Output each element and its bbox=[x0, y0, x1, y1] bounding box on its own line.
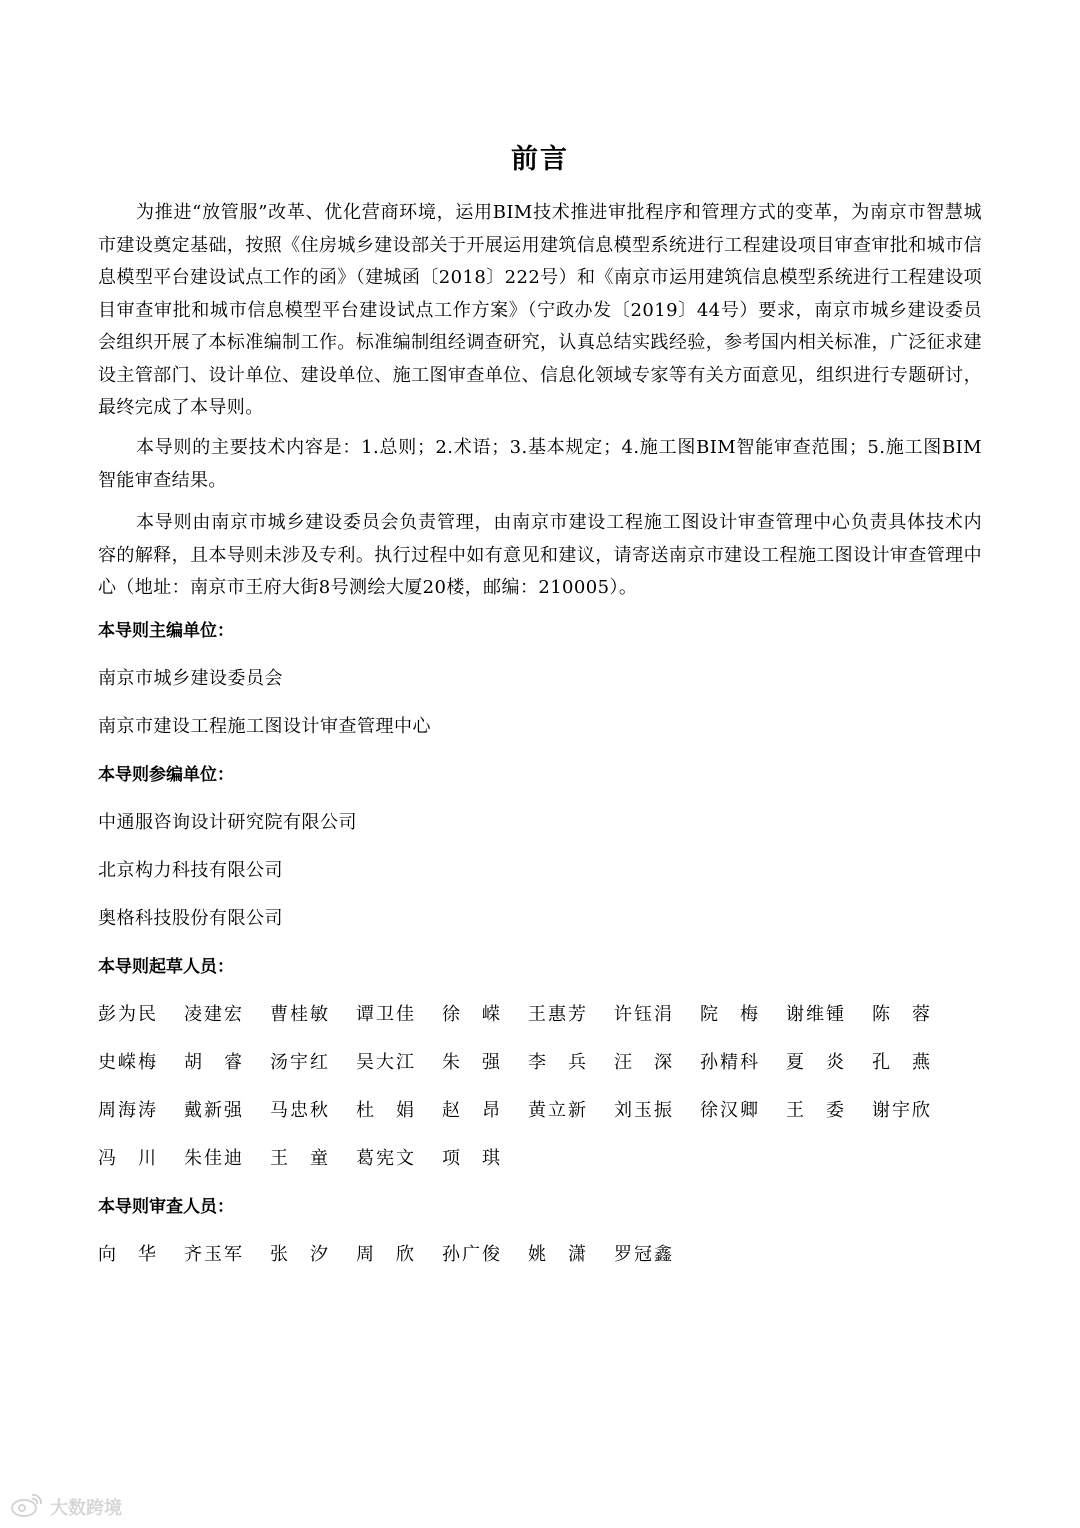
weibo-logo-icon bbox=[10, 1492, 44, 1522]
person-name: 曹桂敏 bbox=[270, 1004, 328, 1025]
chief-unit-item: 南京市建设工程施工图设计审查管理中心 bbox=[98, 716, 431, 737]
person-name: 罗冠鑫 bbox=[614, 1244, 672, 1265]
person-name: 孙广俊 bbox=[442, 1244, 500, 1265]
person-name: 陈蓉 bbox=[872, 1004, 930, 1025]
person-name: 刘玉振 bbox=[614, 1100, 672, 1121]
person-name: 葛宪文 bbox=[356, 1148, 414, 1169]
person-name: 李兵 bbox=[528, 1052, 586, 1073]
person-name: 胡睿 bbox=[184, 1052, 242, 1073]
participating-unit-item: 奥格科技股份有限公司 bbox=[98, 908, 283, 929]
person-name: 孔燕 bbox=[872, 1052, 930, 1073]
person-name: 徐汉卿 bbox=[700, 1100, 758, 1121]
chief-units-heading: 本导则主编单位： bbox=[98, 621, 234, 641]
person-name: 汤宇红 bbox=[270, 1052, 328, 1073]
person-name: 汪深 bbox=[614, 1052, 672, 1073]
person-name: 朱佳迪 bbox=[184, 1148, 242, 1169]
drafters-row bbox=[98, 1145, 998, 1173]
person-name: 徐嵘 bbox=[442, 1004, 500, 1025]
person-name: 史嵘梅 bbox=[98, 1052, 156, 1073]
person-name: 项琪 bbox=[442, 1148, 500, 1169]
chief-unit-item: 南京市城乡建设委员会 bbox=[98, 668, 283, 689]
intro-paragraph: 为推进“放管服”改革、优化营商环境，运用BIM技术推进审批程序和管理方式的变革，为南京市智慧城市建设奠定基础，按照《住房城乡建设部关于开展运用建筑信息模型系统进行工程建设项目审查审批和城市信息模型平台建设试点工作的函》（建城函〔2018〕222号）和《南京市运用建筑信息模型系统进行工程建设项目审查审批和城市信息模型平台建设试点工作方案》（宁政办发〔2019〕44号）要求，南京市城乡建设委员会组织开展了本标准编制工作。标准编制组经调查研究，认真总结实践经验，参考国内相关标准，广泛征求建设主管部门、设计单位、建设单位、施工图审查单位、信息化领域专家等有关方面意见，组织进行专题研讨，最终完成了本导则。 bbox=[98, 202, 982, 418]
technical-content-paragraph: 本导则的主要技术内容是：1.总则；2.术语；3.基本规定；4.施工图BIM智能审查范围；5.施工图BIM智能审查结果。 bbox=[98, 437, 982, 491]
person-name: 王委 bbox=[786, 1100, 844, 1121]
participating-units-heading: 本导则参编单位： bbox=[98, 765, 234, 785]
person-name: 凌建宏 bbox=[184, 1004, 242, 1025]
drafters-row bbox=[98, 1001, 998, 1029]
person-name: 许钰涓 bbox=[614, 1004, 672, 1025]
reviewers-heading: 本导则审查人员： bbox=[98, 1197, 234, 1217]
person-name: 谢维锺 bbox=[786, 1004, 844, 1025]
person-name: 张汐 bbox=[270, 1244, 328, 1265]
reviewers-row bbox=[98, 1241, 998, 1269]
person-name: 向华 bbox=[98, 1244, 156, 1265]
person-name: 王惠芳 bbox=[528, 1004, 586, 1025]
person-name: 马忠秋 bbox=[270, 1100, 328, 1121]
management-paragraph: 本导则由南京市城乡建设委员会负责管理，由南京市建设工程施工图设计审查管理中心负责具体技术内容的解释，且本导则未涉及专利。执行过程中如有意见和建议，请寄送南京市建设工程施工图设计审查管理中心（地址：南京市王府大街8号测绘大厦20楼，邮编：210005）。 bbox=[98, 512, 982, 598]
person-name: 吴大江 bbox=[356, 1052, 414, 1073]
person-name: 赵昂 bbox=[442, 1100, 500, 1121]
person-name: 谢宇欣 bbox=[872, 1100, 930, 1121]
person-name: 姚潇 bbox=[528, 1244, 586, 1265]
participating-unit-item: 北京构力科技有限公司 bbox=[98, 860, 283, 881]
drafters-row bbox=[98, 1097, 998, 1125]
watermark bbox=[10, 1492, 122, 1522]
person-name: 孙精科 bbox=[700, 1052, 758, 1073]
person-name: 戴新强 bbox=[184, 1100, 242, 1121]
person-name: 朱强 bbox=[442, 1052, 500, 1073]
person-name: 冯川 bbox=[98, 1148, 156, 1169]
person-name: 齐玉军 bbox=[184, 1244, 242, 1265]
person-name: 王童 bbox=[270, 1148, 328, 1169]
person-name: 夏炎 bbox=[786, 1052, 844, 1073]
watermark-text: 大数跨境 bbox=[50, 1498, 122, 1519]
person-name: 周海涛 bbox=[98, 1100, 156, 1121]
person-name: 谭卫佳 bbox=[356, 1004, 414, 1025]
drafters-heading: 本导则起草人员： bbox=[98, 957, 234, 977]
person-name: 彭为民 bbox=[98, 1004, 156, 1025]
page-title: 前言 bbox=[511, 144, 569, 175]
drafters-row bbox=[98, 1049, 998, 1077]
person-name: 杜娟 bbox=[356, 1100, 414, 1121]
participating-unit-item: 中通服咨询设计研究院有限公司 bbox=[98, 812, 357, 833]
person-name: 周欣 bbox=[356, 1244, 414, 1265]
person-name: 黄立新 bbox=[528, 1100, 586, 1121]
person-name: 院梅 bbox=[700, 1004, 758, 1025]
